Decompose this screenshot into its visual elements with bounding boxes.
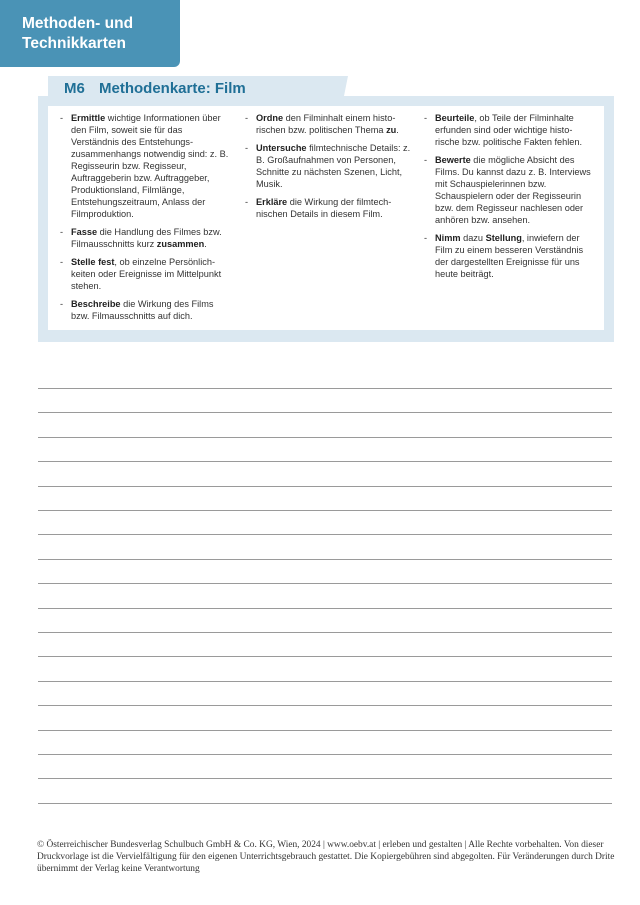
writing-line xyxy=(38,461,612,462)
method-step: - Beschreibe die Wirkung des Films bzw. Filmausschnitts auf dich. xyxy=(60,299,214,321)
writing-line xyxy=(38,608,612,609)
writing-line xyxy=(38,632,612,633)
copyright-footer: © Österreichischer Bundesverlag Schulbuch GmbH & Co. KG, Wien, 2024 | www.oebv.at | erleben und gestalten | Alle Rechte vorbehalten. Von dieser Druckvorlage ist die Vervielfältigung für den eigenen Unterrichtsgebrauch gestattet. Die Kopiergebühren sind abgegolten. Für Veränderungen durch Drite übernimmt der Verlag keine Verantwortung xyxy=(37,840,615,874)
writing-line xyxy=(38,754,612,755)
step-text: die Wirkung der filmtechnischen Details in diesem Film. xyxy=(256,197,392,219)
step-verb: Erkläre xyxy=(256,197,288,207)
writing-line xyxy=(38,778,612,779)
step-tail: . xyxy=(396,125,399,135)
method-step: - Beurteile, ob Teile der Filminhalte erfunden sind oder wichtige historische bzw. politische Fakten fehlen. xyxy=(424,113,583,147)
method-step: - Nimm dazu Stellung, inwiefern der Film zu einem besseren Verständnis der dargestellten Ereignisse für uns heute beiträgt. xyxy=(424,233,584,279)
writing-line xyxy=(38,388,612,389)
step-verb-2: Stellung xyxy=(485,233,522,243)
section-tab-line-1: Methoden- und xyxy=(22,15,134,32)
writing-line xyxy=(38,559,612,560)
step-tail: . xyxy=(204,239,207,249)
method-step: - Stelle fest, ob einzelne Persönlichkeiten oder Ereignisse im Mittelpunkt stehen. xyxy=(60,257,222,291)
step-verb-2: zusammen xyxy=(156,239,205,249)
step-verb: Nimm xyxy=(435,233,461,243)
method-card-code: M6 xyxy=(64,80,85,97)
step-text: die Wirkung des Films bzw. Filmausschnitts auf dich. xyxy=(71,299,214,321)
writing-line xyxy=(38,705,612,706)
step-verb: Untersuche xyxy=(256,143,307,153)
method-step: - Ermittle wichtige Informationen über den Film, soweit sie für das Verständnis des Entstehungszusammenhangs notwendig sind: z. B. Regisseurin bzw. Regisseur, Auftraggeberin bzw. Auftraggeber, Produktionsland, Filmlänge, Entstehungszeitraum, Anlass der Filmproduktion. xyxy=(60,113,229,219)
method-step: - Ordne den Filminhalt einem historischen bzw. politischen Thema zu. xyxy=(245,113,399,135)
method-step: - Bewerte die mögliche Absicht des Films. Du kannst dazu z. B. Interviews mit Schauspielerinnen bzw. Schauspielern oder der Regisseurin bzw. dem Regisseur nachlesen oder anhören bzw. ansehen. xyxy=(424,155,591,225)
method-step: - Untersuche filmtechnische Details: z. B. Großaufnahmen von Personen, Schnitte zu nächsten Szenen, Licht, Musik. xyxy=(245,143,411,189)
step-text: dazu xyxy=(460,233,486,243)
step-verb: Stelle fest xyxy=(71,257,115,267)
step-text: , ob Teile der Filminhalte erfunden sind oder wichtige historische bzw. politische Fakten fehlen. xyxy=(435,113,583,147)
writing-line xyxy=(38,510,612,511)
step-tail: , inwiefern der Film zu einem besseren Verständnis der dargestellten Ereignisse für uns heute beiträgt. xyxy=(435,233,584,279)
writing-line xyxy=(38,656,612,657)
writing-line xyxy=(38,412,612,413)
writing-line xyxy=(38,681,612,682)
step-verb: Fasse xyxy=(71,227,98,237)
step-text: filmtechnische Details: z. B. Großaufnahmen von Personen, Schnitte zu nächsten Szenen, Licht, Musik. xyxy=(256,143,411,189)
step-verb: Ermittle xyxy=(71,113,106,123)
step-text: wichtige Informationen über den Film, soweit sie für das Verständnis des Entstehungszusammenhangs notwendig sind: z. B. Regisseurin bzw. Regisseur, Auftraggeberin bzw. Auftraggeber, Produktionsland, Filmlänge, Entstehungszeitraum, Anlass der Filmproduktion. xyxy=(71,113,229,219)
writing-line xyxy=(38,730,612,731)
step-text: , ob einzelne Persönlichkeiten oder Ereignisse im Mittelpunkt stehen. xyxy=(71,257,222,291)
step-verb: Beschreibe xyxy=(71,299,121,309)
method-column-1 xyxy=(58,112,230,328)
method-step: - Fasse die Handlung des Filmes bzw. Filmausschnitts kurz zusammen. xyxy=(60,227,222,249)
method-card-title: Methodenkarte: Film xyxy=(99,80,246,97)
method-column-3 xyxy=(422,112,592,286)
writing-line xyxy=(38,803,612,804)
section-tab xyxy=(0,0,180,67)
writing-lines xyxy=(38,388,612,808)
method-step: - Erkläre die Wirkung der filmtechnischen Details in diesem Film. xyxy=(245,197,392,219)
step-verb-2: zu xyxy=(386,125,397,135)
step-text: die Handlung des Filmes bzw. Filmausschnitts kurz xyxy=(71,227,222,249)
method-column-2 xyxy=(243,112,413,226)
writing-line xyxy=(38,486,612,487)
writing-line xyxy=(38,534,612,535)
step-text: die mögliche Absicht des Films. Du kannst dazu z. B. Interviews mit Schauspielerinnen bzw. Schauspielern oder der Regisseurin bzw. dem Regisseur nachlesen oder anhören bzw. ansehen. xyxy=(435,155,591,225)
step-verb: Bewerte xyxy=(435,155,471,165)
step-verb: Ordne xyxy=(256,113,284,123)
section-tab-line-2: Technikkarten xyxy=(22,35,126,52)
section-tab-title xyxy=(22,14,172,54)
writing-line xyxy=(38,437,612,438)
step-verb: Beurteile xyxy=(435,113,475,123)
step-text: den Filminhalt einem historischen bzw. politischen Thema xyxy=(256,113,396,135)
writing-line xyxy=(38,583,612,584)
method-card-header xyxy=(64,80,246,102)
